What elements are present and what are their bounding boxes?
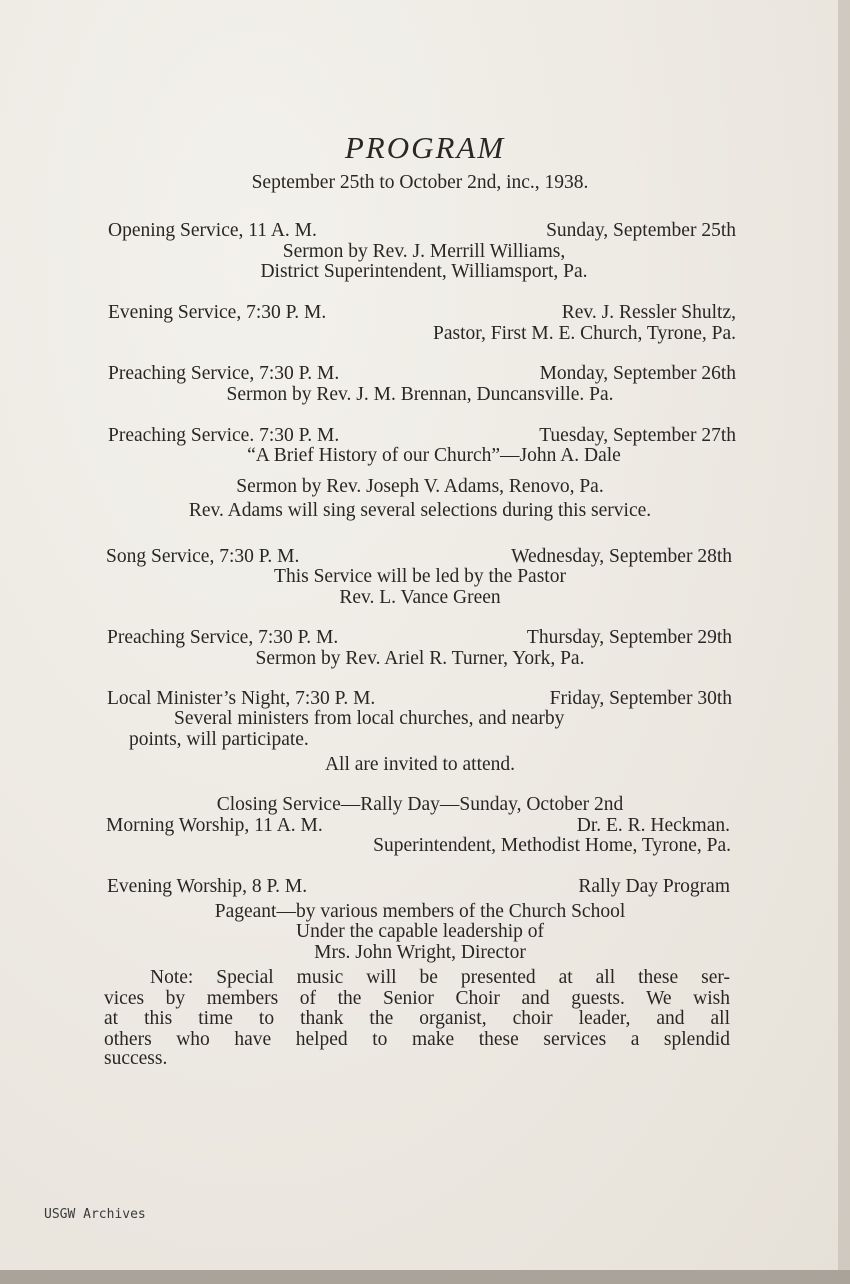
opening-service-sermon: Sermon by Rev. J. Merrill Williams, — [282, 241, 566, 262]
evening-worship-time: Evening Worship, 8 P. M. — [107, 876, 308, 897]
tuesday-service-date: Tuesday, September 27th — [539, 425, 736, 446]
pageant-leadership: Under the capable leadership of — [296, 921, 544, 942]
note-line-1: Note: Special music will be presented at all these ser- — [150, 967, 730, 988]
evening-service-speaker-title: Pastor, First M. E. Church, Tyrone, Pa. — [433, 323, 736, 344]
opening-service-speaker-title: District Superintendent, Williamsport, Pa. — [260, 261, 588, 282]
tuesday-service-sermon: Sermon by Rev. Joseph V. Adams, Renovo, Pa. — [236, 476, 604, 497]
morning-worship-speaker-title: Superintendent, Methodist Home, Tyrone, Pa. — [373, 835, 731, 856]
tuesday-service-time: Preaching Service. 7:30 P. M. — [108, 425, 340, 446]
note-line-5: success. — [104, 1048, 168, 1069]
opening-service-time: Opening Service, 11 A. M. — [108, 220, 317, 241]
monday-service-sermon: Sermon by Rev. J. M. Brennan, Duncansville. Pa. — [226, 384, 614, 405]
friday-service-description: Several ministers from local churches, and nearby — [174, 708, 565, 729]
morning-worship-speaker: Dr. E. R. Heckman. — [576, 815, 730, 836]
tuesday-service-note: Rev. Adams will sing several selections during this service. — [188, 500, 652, 521]
wednesday-service-time: Song Service, 7:30 P. M. — [106, 546, 300, 567]
wednesday-service-leader: This Service will be led by the Pastor — [274, 566, 566, 587]
friday-service-time: Local Minister’s Night, 7:30 P. M. — [107, 688, 376, 709]
tuesday-church-history: “A Brief History of our Church”—John A. Dale — [247, 445, 621, 466]
thursday-service-date: Thursday, September 29th — [526, 627, 732, 648]
note-line-4: others who have helped to make these services a splendid — [104, 1029, 730, 1050]
morning-worship-time: Morning Worship, 11 A. M. — [106, 815, 323, 836]
opening-service-date: Sunday, September 25th — [546, 220, 736, 241]
pageant-director: Mrs. John Wright, Director — [314, 942, 526, 963]
friday-service-date: Friday, September 30th — [549, 688, 732, 709]
friday-invitation: All are invited to attend. — [324, 754, 516, 775]
monday-service-time: Preaching Service, 7:30 P. M. — [108, 363, 340, 384]
wednesday-service-pastor: Rev. L. Vance Green — [339, 587, 501, 608]
note-line-2: vices by members of the Senior Choir and guests. We wish — [104, 988, 730, 1009]
thursday-service-time: Preaching Service, 7:30 P. M. — [107, 627, 339, 648]
friday-service-description-cont: points, will participate. — [129, 729, 309, 750]
evening-service-time: Evening Service, 7:30 P. M. — [108, 302, 327, 323]
wednesday-service-date: Wednesday, September 28th — [511, 546, 732, 567]
monday-service-date: Monday, September 26th — [539, 363, 736, 384]
evening-service-speaker: Rev. J. Ressler Shultz, — [561, 302, 736, 323]
evening-worship-program: Rally Day Program — [578, 876, 730, 897]
note-line-3: at this time to thank the organist, choir leader, and all — [104, 1008, 730, 1029]
program-dates: September 25th to October 2nd, inc., 1938. — [251, 172, 589, 193]
page-edge-bottom — [0, 1270, 850, 1284]
page-title: PROGRAM — [344, 130, 506, 165]
archive-footer: USGW Archives — [44, 1207, 146, 1222]
closing-service-heading: Closing Service—Rally Day—Sunday, October 2nd — [216, 794, 624, 815]
pageant-description: Pageant—by various members of the Church School — [214, 901, 626, 922]
thursday-service-sermon: Sermon by Rev. Ariel R. Turner, York, Pa. — [255, 648, 585, 669]
